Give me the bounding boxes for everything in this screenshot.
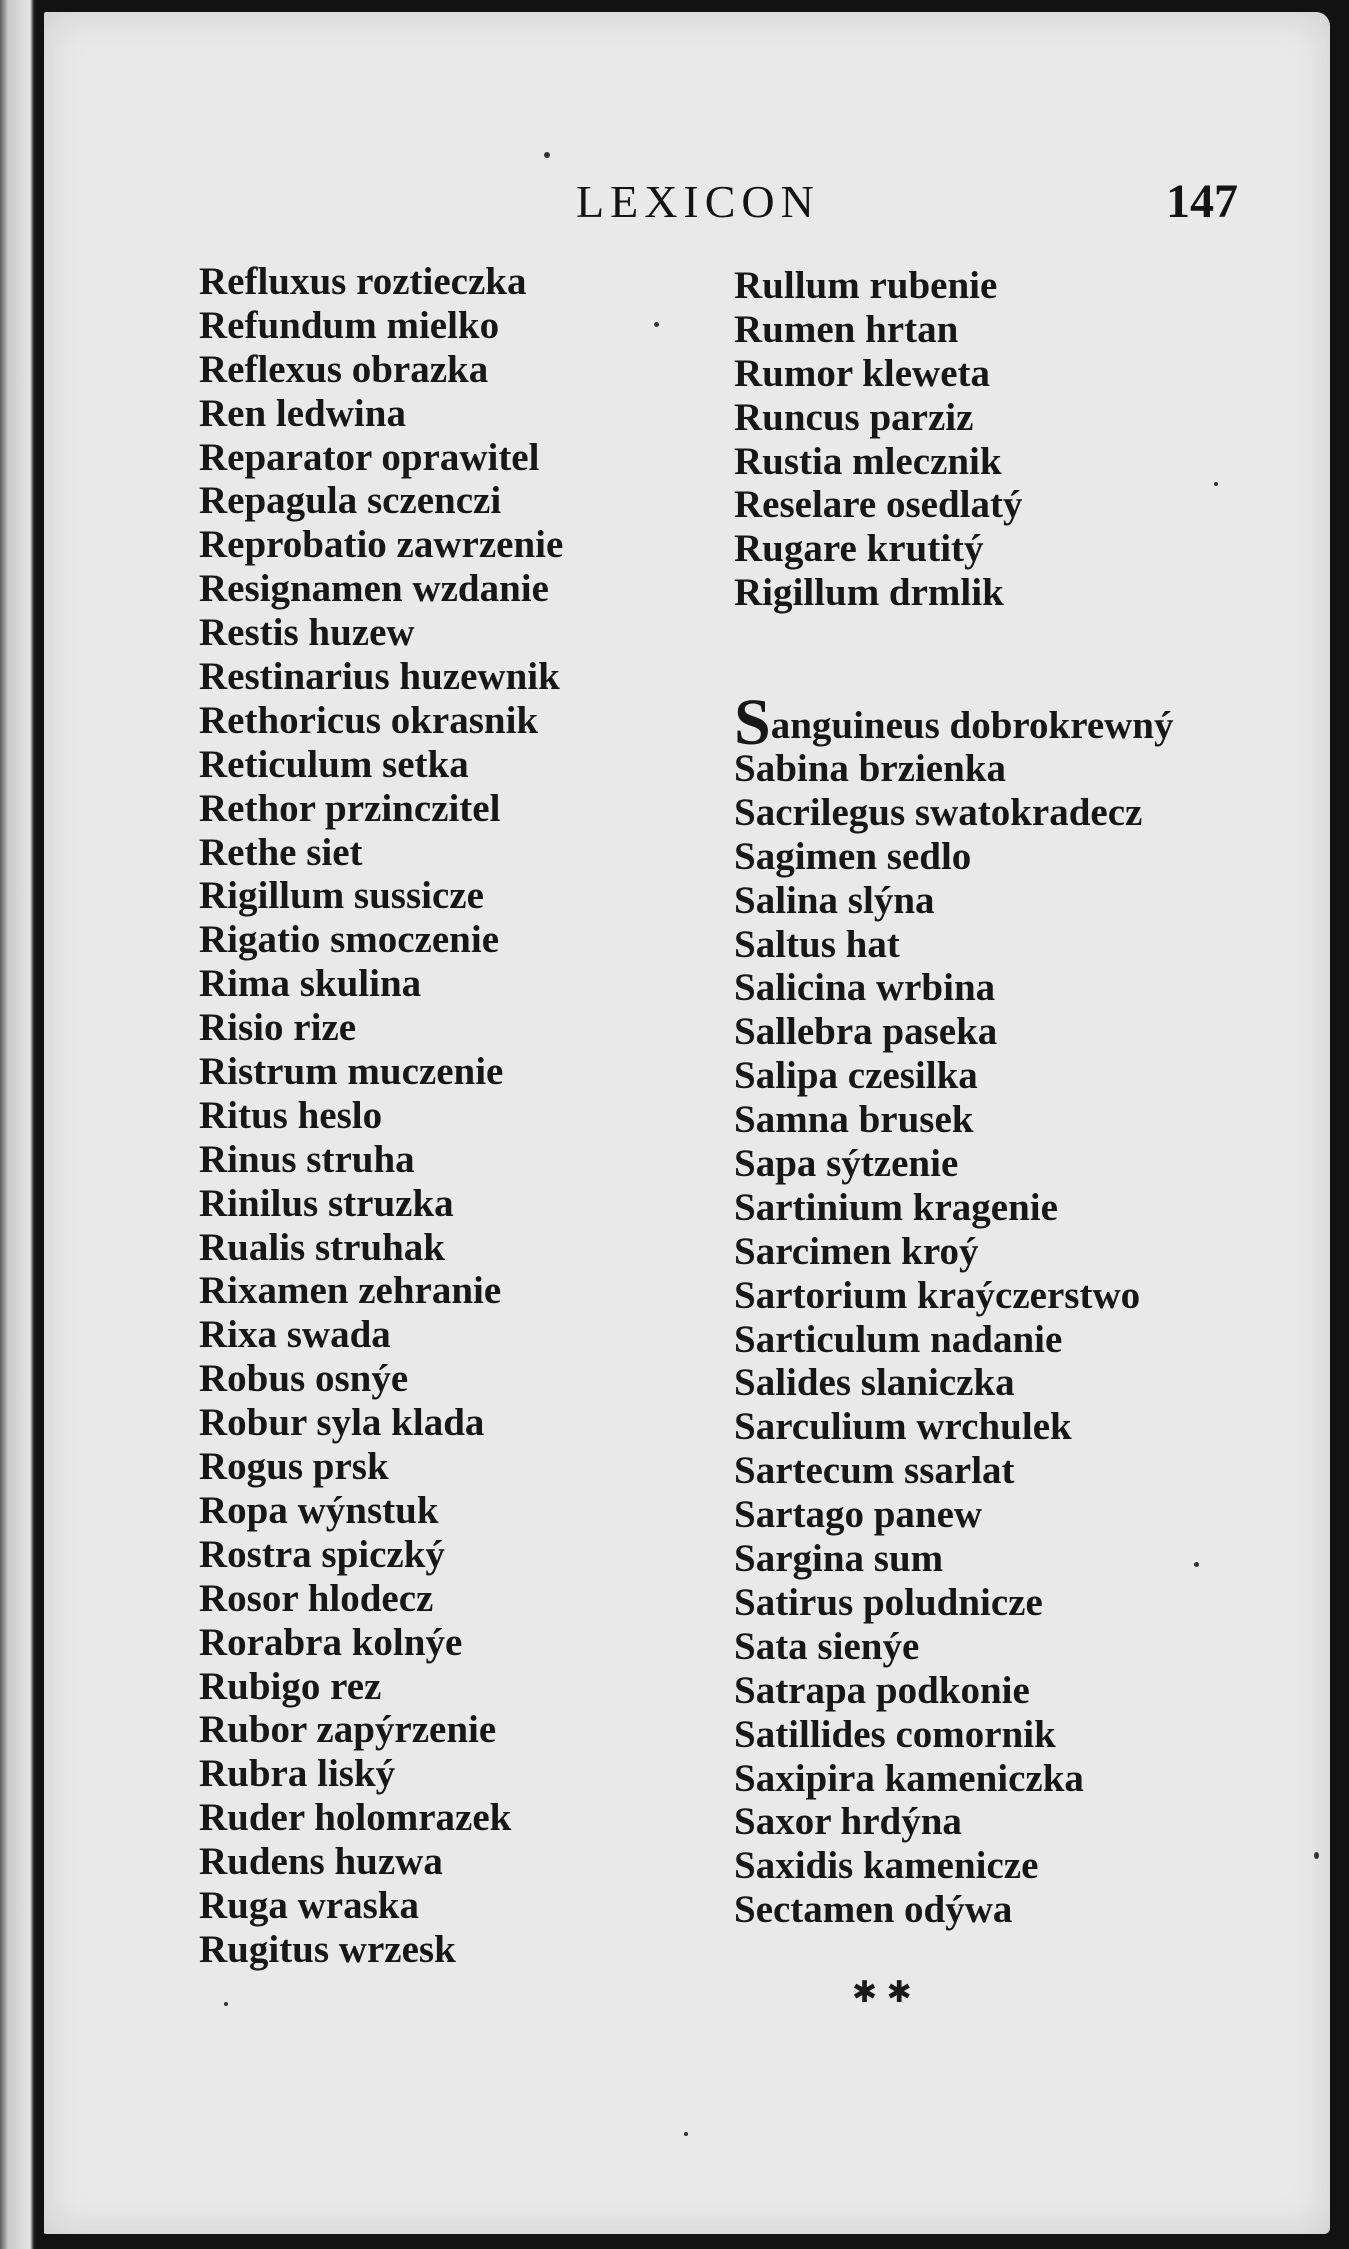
lexicon-entry: Rugare krutitý xyxy=(734,527,984,571)
lexicon-entry: Robus osnýe xyxy=(199,1357,409,1401)
lexicon-entry: Sata sienýe xyxy=(734,1624,920,1668)
lexicon-entry: Sarcimen kroý xyxy=(734,1229,979,1273)
page-number: 147 xyxy=(1166,175,1238,228)
lexicon-entry: Ruga wraska xyxy=(199,1883,419,1927)
lexicon-entry: Resignamen wzdanie xyxy=(199,567,549,611)
lexicon-entry: Rorabra kolnýe xyxy=(199,1620,463,1664)
lexicon-entry: Refluxus roztieczka xyxy=(199,260,527,303)
lexicon-entry: Rixa swada xyxy=(199,1313,391,1357)
paper-speck xyxy=(224,2002,228,2006)
section-gap xyxy=(734,615,1294,703)
lexicon-entry: Rualis struhak xyxy=(199,1225,445,1269)
drop-cap-initial: S xyxy=(734,686,771,760)
lexicon-entry: Saltus hat xyxy=(734,922,900,966)
lexicon-entry: Sacrilegus swatokradecz xyxy=(734,790,1143,834)
lexicon-entry: Sallebra paseka xyxy=(734,1010,998,1054)
lexicon-entry: Sartago panew xyxy=(734,1493,983,1537)
lexicon-entry: Rudens huzwa xyxy=(199,1840,443,1884)
lexicon-entry: Satillides comornik xyxy=(734,1712,1056,1756)
lexicon-entry: Rigatio smoczenie xyxy=(199,918,500,962)
lexicon-entry: Refundum mielko xyxy=(199,303,500,347)
previous-page-edge xyxy=(0,0,36,2249)
lexicon-entry: Robur syla klada xyxy=(199,1401,485,1445)
lexicon-entry: Rumor kleweta xyxy=(734,351,990,395)
lexicon-entry: Satirus poludnicze xyxy=(734,1580,1043,1624)
lexicon-entry: Rumen hrtan xyxy=(734,307,959,351)
lexicon-entry: Sabina brzienka xyxy=(734,747,1006,791)
lexicon-entry: Saxipira kameniczka xyxy=(734,1756,1084,1800)
lexicon-entry: Sagimen sedlo xyxy=(734,834,972,878)
lexicon-entry: Rixamen zehranie xyxy=(199,1269,502,1313)
lexicon-entry: Ruder holomrazek xyxy=(199,1796,512,1840)
lexicon-entry: Rigillum drmlik xyxy=(734,571,1004,615)
lexicon-entry: Samna brusek xyxy=(734,1098,974,1142)
lexicon-entry: Restinarius huzewnik xyxy=(199,655,560,699)
lexicon-entry: Risio rize xyxy=(199,1006,357,1050)
section-s-first-entry xyxy=(734,686,1294,760)
lexicon-entry: Salipa czesilka xyxy=(734,1054,978,1098)
page-title: LEXICON xyxy=(576,176,820,227)
lexicon-entry: Sargina sum xyxy=(734,1537,944,1581)
lexicon-entry: Sartecum ssarlat xyxy=(734,1449,1015,1493)
lexicon-entry: Reparator oprawitel xyxy=(199,435,540,479)
lexicon-entry: Sarculium wrchulek xyxy=(734,1405,1072,1449)
right-column-entries xyxy=(734,264,1294,1932)
first-entry-rest: anguineus dobrokrewný xyxy=(770,704,1174,748)
book-page xyxy=(44,12,1330,2234)
lexicon-entry: Salina slýna xyxy=(734,878,935,922)
lexicon-entry: Sapa sýtzenie xyxy=(734,1142,959,1186)
lexicon-entry: Saxor hrdýna xyxy=(734,1800,962,1844)
paper-speck xyxy=(1194,1562,1199,1567)
lexicon-entry: Rullum rubenie xyxy=(734,264,998,307)
paper-speck xyxy=(544,152,550,158)
lexicon-entry: Restis huzew xyxy=(199,611,415,655)
lexicon-entry: Rostra spiczký xyxy=(199,1532,445,1576)
lexicon-entry: Rethor przinczitel xyxy=(199,786,501,830)
paper-speck xyxy=(1214,482,1218,486)
lexicon-entry: Rinus struha xyxy=(199,1137,415,1181)
lexicon-entry: Repagula sczenczi xyxy=(199,479,502,523)
lexicon-entry: Reticulum setka xyxy=(199,742,469,786)
lexicon-entry: Satrapa podkonie xyxy=(734,1668,1030,1712)
lexicon-entry: Rima skulina xyxy=(199,962,422,1006)
lexicon-entry: Rubra liský xyxy=(199,1752,396,1796)
end-ornament: ✱ ✱ xyxy=(852,1975,912,2010)
lexicon-entry: Salides slaniczka xyxy=(734,1361,1015,1405)
lexicon-entry: Reselare osedlatý xyxy=(734,483,1023,527)
left-column-entries xyxy=(199,260,689,1972)
lexicon-entry: Rugitus wrzesk xyxy=(199,1927,456,1971)
lexicon-entry: Salicina wrbina xyxy=(734,966,996,1010)
paper-speck xyxy=(654,322,659,327)
lexicon-entry: Ropa wýnstuk xyxy=(199,1488,439,1532)
lexicon-entry: Sectamen odýwa xyxy=(734,1888,1013,1932)
paper-speck xyxy=(684,2132,688,2136)
lexicon-entry: Reflexus obrazka xyxy=(199,347,489,391)
lexicon-entry: Rosor hlodecz xyxy=(199,1576,434,1620)
lexicon-entry: Rethoricus okrasnik xyxy=(199,698,539,742)
lexicon-entry: Rethe siet xyxy=(199,830,363,874)
lexicon-entry: Ritus heslo xyxy=(199,1093,383,1137)
lexicon-entry: Rubor zapýrzenie xyxy=(199,1708,497,1752)
lexicon-entry: Sarticulum nadanie xyxy=(734,1317,1063,1361)
lexicon-entry: Rogus prsk xyxy=(199,1445,389,1489)
lexicon-entry: Sartorium kraýczerstwo xyxy=(734,1273,1141,1317)
lexicon-entry: Rigillum sussicze xyxy=(199,874,484,918)
lexicon-entry: Sartinium kragenie xyxy=(734,1185,1058,1229)
lexicon-entry: Ristrum muczenie xyxy=(199,1050,504,1094)
lexicon-entry: Saxidis kamenicze xyxy=(734,1844,1039,1888)
lexicon-entry: Runcus parziz xyxy=(734,395,974,439)
lexicon-entry: Rubigo rez xyxy=(199,1664,382,1708)
lexicon-entry: Reprobatio zawrzenie xyxy=(199,523,564,567)
lexicon-entry: Rinilus struzka xyxy=(199,1181,454,1225)
lexicon-entry: Ren ledwina xyxy=(199,391,406,435)
lexicon-entry: Rustia mlecznik xyxy=(734,439,1002,483)
paper-speck xyxy=(1314,1852,1319,1859)
